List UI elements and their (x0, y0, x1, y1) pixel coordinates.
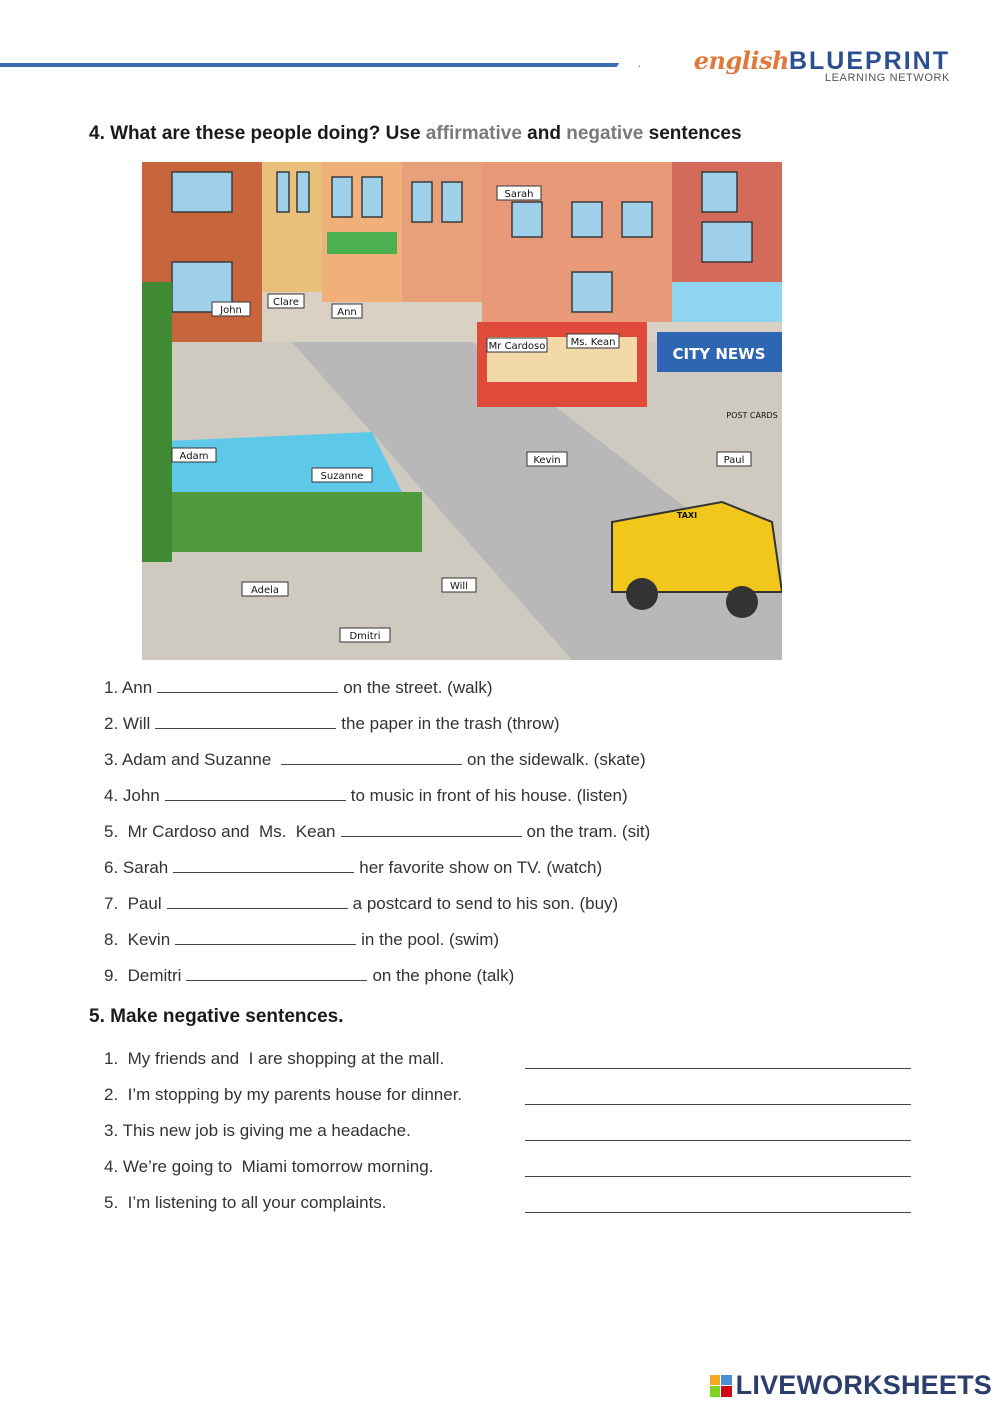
section4-title-end: sentences (643, 123, 742, 144)
exercise4-item-7 (104, 894, 618, 914)
answer-line-4[interactable] (525, 1175, 911, 1177)
logo-script: english (693, 46, 789, 75)
label-cardoso: Mr Cardoso (488, 341, 546, 352)
header-rule-end (613, 58, 645, 72)
answer-blank[interactable] (155, 714, 336, 729)
answer-blank[interactable] (175, 930, 356, 945)
exercise5-item-5: 5. I’m listening to all your complaints. (104, 1193, 387, 1212)
item-suffix: a postcard to send to his son. (buy) (352, 894, 619, 913)
item-prefix: 6. Sarah (104, 858, 169, 877)
exercise4-item-4 (104, 786, 628, 806)
label-dmitri: Dmitri (349, 631, 381, 642)
section4-heading (89, 123, 742, 145)
item-prefix: 7. Paul (104, 894, 162, 913)
answer-blank[interactable] (341, 822, 522, 837)
section4-title-a: 4. What are these people doing? Use (89, 123, 426, 144)
item-prefix: 9. Demitri (104, 966, 182, 985)
exercise4-item-3 (104, 750, 646, 770)
label-kean: Ms. Kean (570, 337, 616, 348)
item-suffix: on the phone (talk) (372, 966, 515, 985)
liveworksheets-cubes-icon (710, 1375, 732, 1397)
brand-logo (694, 46, 950, 84)
exercise5-item-2: 2. I’m stopping by my parents house for dinner. (104, 1085, 463, 1104)
item-suffix: on the sidewalk. (skate) (467, 750, 646, 769)
logo-main: BLUEPRINT (788, 47, 950, 75)
logo-subtitle: LEARNING NETWORK (824, 72, 950, 84)
exercise4-item-8 (104, 930, 499, 950)
item-suffix: to music in front of his house. (listen) (350, 786, 628, 805)
section5-heading: 5. Make negative sentences. (89, 1006, 344, 1027)
label-city-news: CITY NEWS (672, 345, 766, 363)
header-rule (0, 63, 640, 67)
label-john: John (220, 305, 242, 316)
item-prefix: 2. Will (104, 714, 151, 733)
item-suffix: in the pool. (swim) (361, 930, 500, 949)
section4-title-and: and (521, 123, 567, 144)
answer-blank[interactable] (186, 966, 367, 981)
label-adam: Adam (179, 451, 209, 462)
item-prefix: 3. Adam and Suzanne (104, 750, 277, 769)
label-ann: Ann (337, 307, 357, 318)
liveworksheets-logo (710, 1370, 992, 1401)
label-clare: Clare (273, 297, 299, 308)
liveworksheets-text: LIVEWORKSHEETS (735, 1370, 992, 1400)
item-suffix: on the street. (walk) (343, 678, 493, 697)
answer-blank[interactable] (167, 894, 348, 909)
exercise4-item-5 (104, 822, 650, 842)
exercise4-item-1 (104, 678, 493, 698)
city-street-illustration (142, 162, 782, 660)
label-kevin: Kevin (533, 455, 561, 466)
exercise5-item-4: 4. We’re going to Miami tomorrow morning. (104, 1157, 434, 1176)
section4-title-affirm: affirmative (425, 123, 522, 144)
label-post-cards: POST CARDS (726, 411, 778, 420)
exercise4-item-2 (104, 714, 560, 734)
label-paul: Paul (723, 455, 745, 466)
item-prefix: 1. Ann (104, 678, 153, 697)
label-suzanne: Suzanne (320, 471, 364, 482)
item-suffix: her favorite show on TV. (watch) (359, 858, 603, 877)
section4-title-neg: negative (566, 123, 644, 144)
exercise4-item-9 (104, 966, 514, 986)
answer-blank[interactable] (157, 678, 338, 693)
answer-blank[interactable] (281, 750, 462, 765)
label-adela: Adela (250, 585, 280, 596)
item-prefix: 5. Mr Cardoso and Ms. Kean (104, 822, 336, 841)
answer-line-5[interactable] (525, 1211, 911, 1213)
item-prefix: 8. Kevin (104, 930, 171, 949)
answer-blank[interactable] (165, 786, 346, 801)
label-taxi: TAXI (676, 511, 698, 520)
exercise5-item-3: 3. This new job is giving me a headache. (104, 1121, 411, 1140)
label-will: Will (449, 581, 469, 592)
exercise4-item-6 (104, 858, 602, 878)
answer-blank[interactable] (173, 858, 354, 873)
answer-line-1[interactable] (525, 1067, 911, 1069)
item-prefix: 4. John (104, 786, 160, 805)
answer-line-3[interactable] (525, 1139, 911, 1141)
item-suffix: on the tram. (sit) (526, 822, 651, 841)
label-sarah: Sarah (504, 189, 534, 200)
answer-line-2[interactable] (525, 1103, 911, 1105)
exercise5-item-1: 1. My friends and I are shopping at the mall. (104, 1049, 445, 1068)
item-suffix: the paper in the trash (throw) (341, 714, 560, 733)
